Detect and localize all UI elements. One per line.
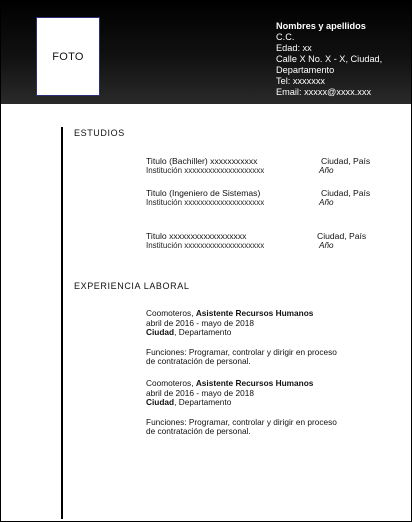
experience-heading: EXPERIENCIA LABORAL	[74, 281, 190, 291]
education-item	[146, 231, 376, 251]
job-dept: , Departamento	[174, 397, 232, 407]
experience-item	[146, 309, 346, 367]
degree-year: Año	[319, 241, 334, 250]
education-item	[146, 188, 376, 208]
contact-info	[276, 21, 406, 98]
job-city: Ciudad	[146, 397, 175, 407]
timeline-divider	[61, 127, 63, 519]
experience-item	[146, 379, 346, 437]
degree-title: Titulo (Ingeniero de Sistemas)	[146, 188, 261, 198]
job-dates: abril de 2016 - mayo de 2018	[146, 387, 254, 398]
job-functions: Funciones: Programar, controlar y dirigir en proceso de contratación de personal.	[146, 346, 337, 366]
company: Coomoteros,	[146, 308, 194, 318]
job-dept: , Departamento	[174, 327, 232, 337]
id-number: C.C.	[276, 32, 295, 42]
photo-placeholder	[36, 17, 100, 96]
job-role: Asistente Recursos Humanos	[195, 378, 314, 388]
institution: Institución xxxxxxxxxxxxxxxxxxxx	[146, 198, 265, 207]
institution: Institución xxxxxxxxxxxxxxxxxxxx	[146, 241, 265, 250]
phone: Tel: xxxxxxx	[276, 76, 326, 86]
degree-year: Año	[319, 166, 334, 175]
institution: Institución xxxxxxxxxxxxxxxxxxxx	[146, 166, 265, 175]
age: Edad: xx	[276, 43, 312, 53]
address: Calle X No. X - X, Ciudad, Departamento	[276, 54, 383, 75]
header-banner	[1, 1, 411, 104]
degree-city: Ciudad, País	[317, 231, 367, 241]
degree-title: Titulo (Bachiller) xxxxxxxxxxx	[146, 156, 258, 166]
education-item	[146, 156, 376, 176]
degree-city: Ciudad, País	[321, 156, 371, 166]
email: Email: xxxxx@xxxx.xxx	[276, 87, 372, 97]
education-heading: ESTUDIOS	[74, 128, 125, 138]
job-role: Asistente Recursos Humanos	[195, 308, 314, 318]
job-dates: abril de 2016 - mayo de 2018	[146, 317, 254, 328]
degree-city: Ciudad, País	[321, 188, 371, 198]
job-functions: Funciones: Programar, controlar y dirigir en proceso de contratación de personal.	[146, 416, 337, 436]
degree-year: Año	[319, 198, 334, 207]
company: Coomoteros,	[146, 378, 194, 388]
degree-title: Titulo xxxxxxxxxxxxxxxxxx	[146, 231, 247, 241]
full-name: Nombres y apellidos	[276, 21, 366, 31]
photo-label: FOTO	[52, 50, 84, 63]
job-city: Ciudad	[146, 327, 175, 337]
